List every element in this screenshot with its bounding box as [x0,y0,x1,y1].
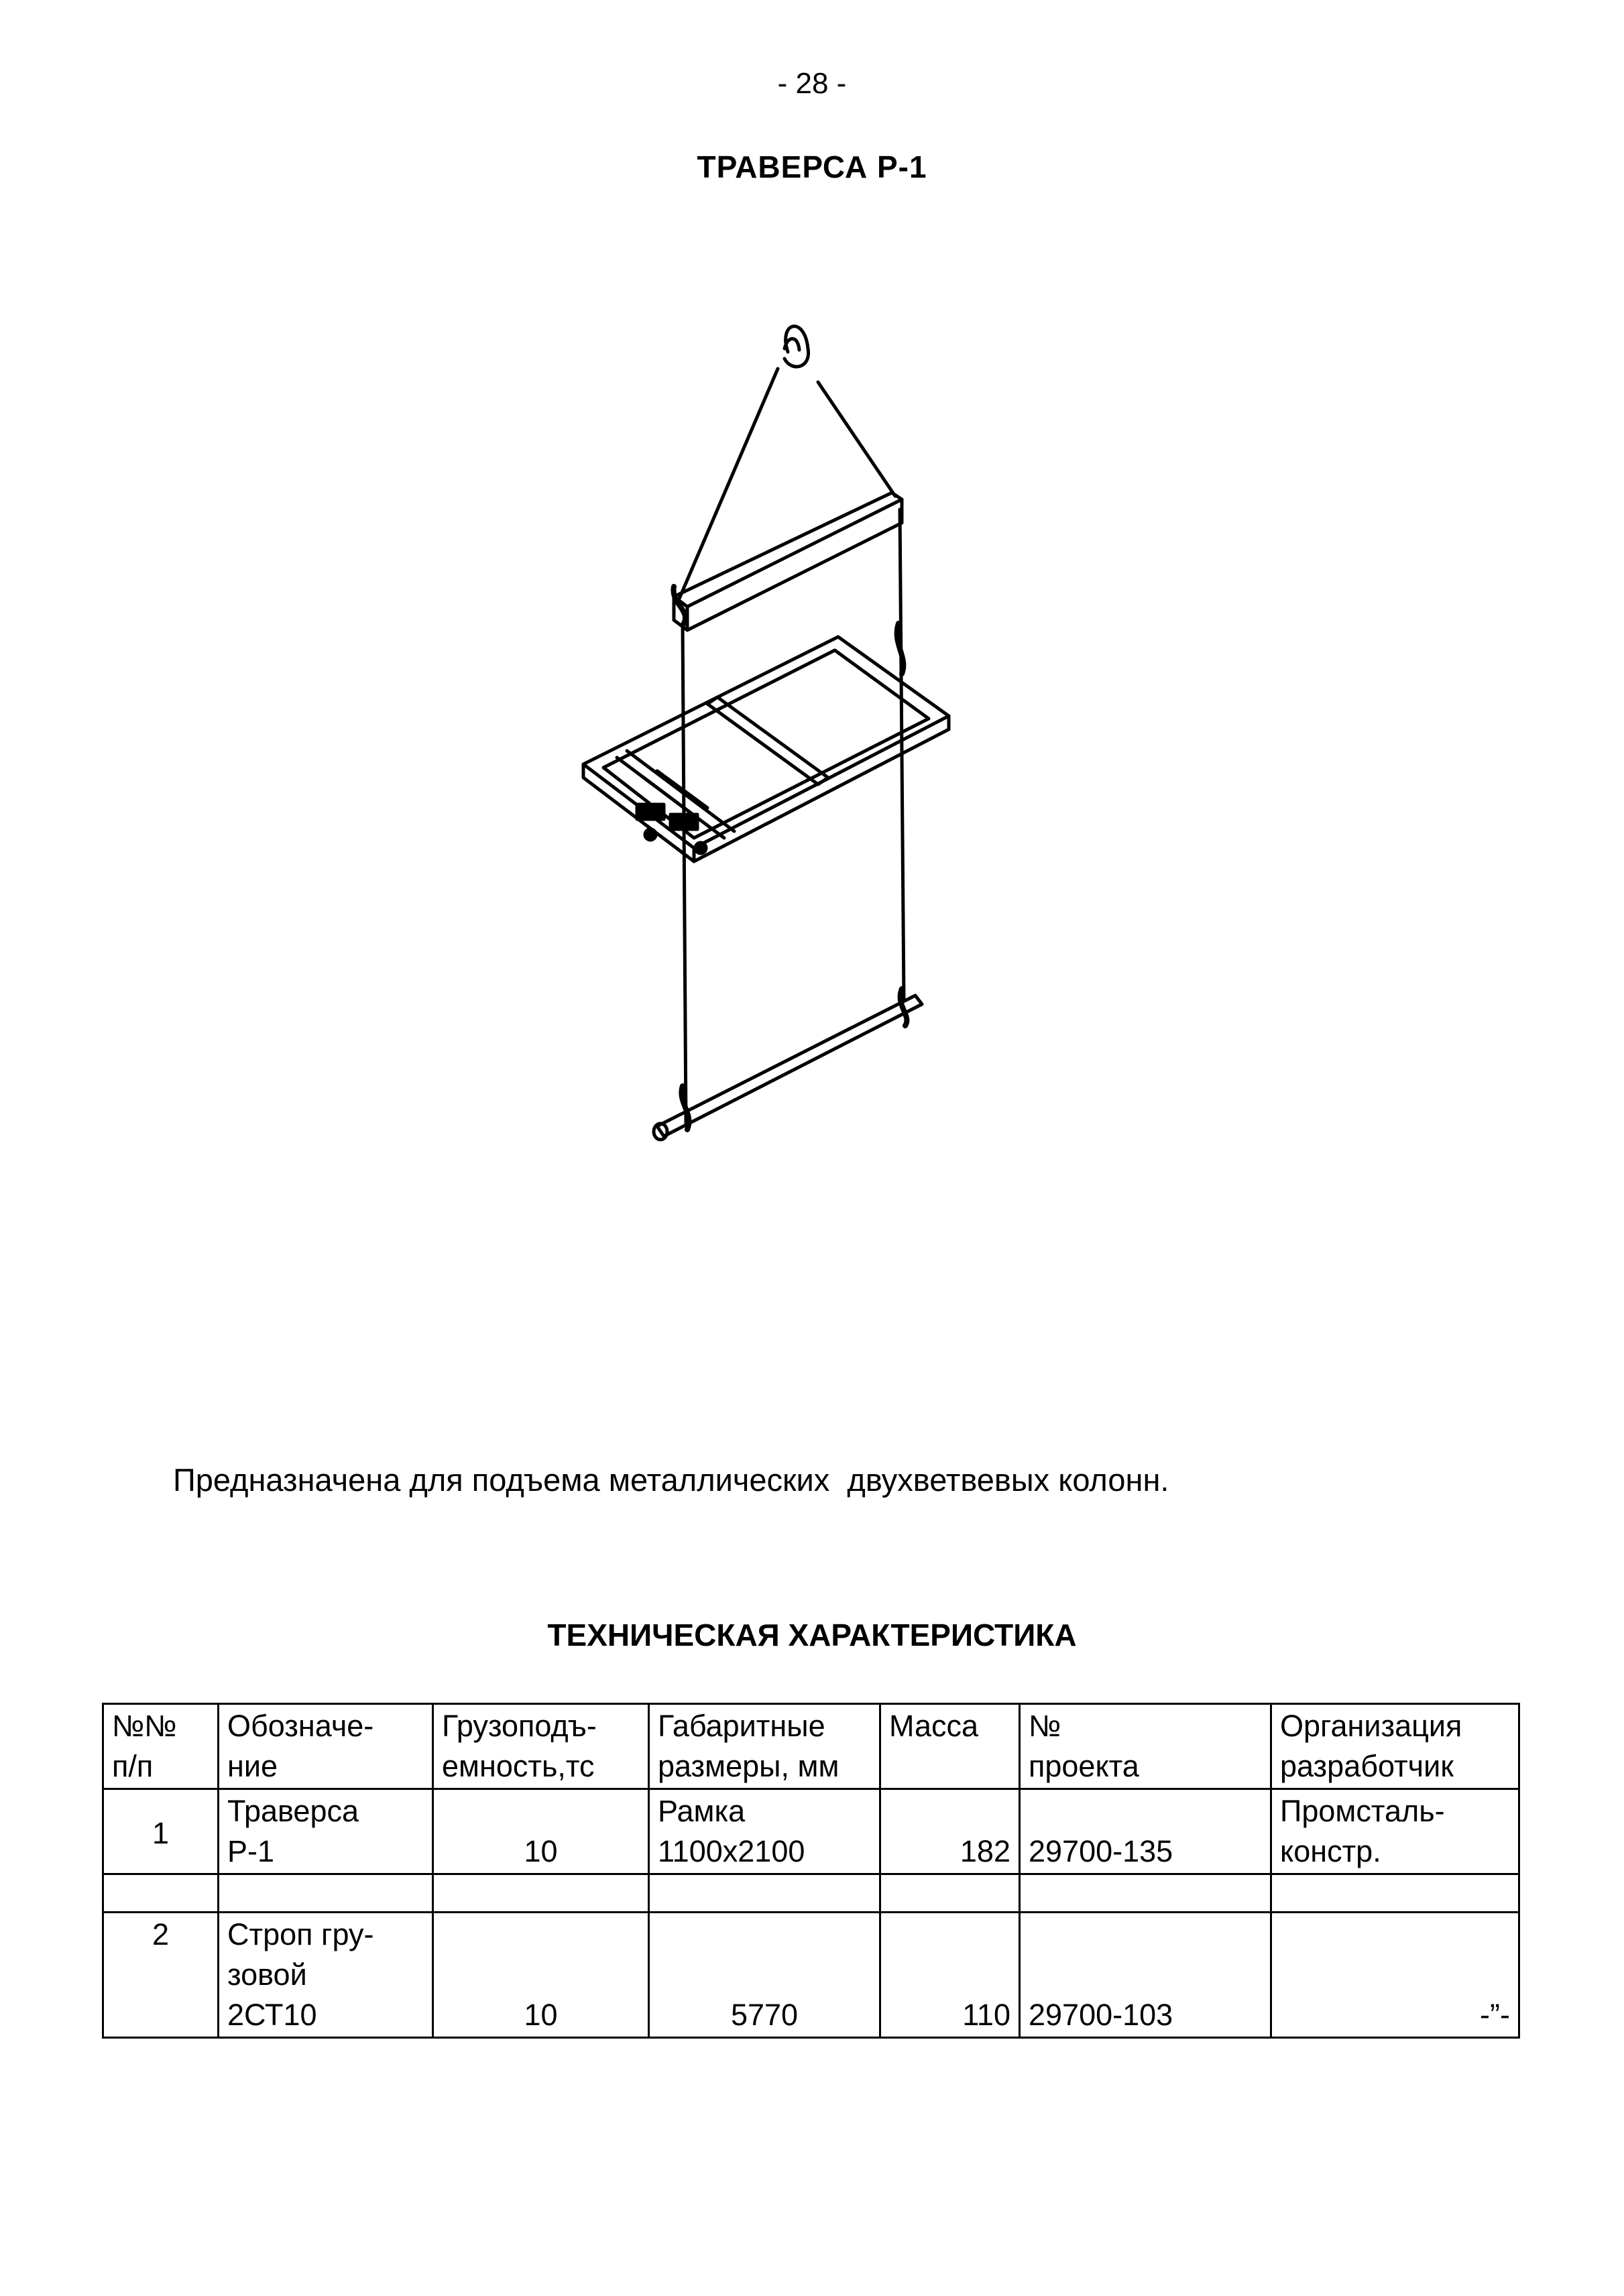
row1-name: Траверса Р-1 [219,1789,433,1874]
row2-project: 29700-103 [1020,1913,1271,2038]
purpose-text: Предназначена для подъема металлических двухветвевых колонн. [173,1462,1169,1498]
header-mass: Масса [880,1704,1020,1789]
header-project: № проекта [1020,1704,1271,1789]
table-row [103,1789,1519,1874]
bottom-bar [657,995,922,1136]
header-capacity: Грузоподъ- емность,тс [433,1704,649,1789]
row2-dimensions: 5770 [649,1913,880,2038]
row1-mass: 182 [880,1789,1020,1874]
row2-org: -”- [1271,1913,1519,2038]
row1-num: 1 [103,1789,219,1874]
frame-crossbar [707,697,828,784]
row1-project: 29700-135 [1020,1789,1271,1874]
header-num: №№ п/п [103,1704,219,1789]
top-beam [674,493,902,607]
traverse-drawing [563,308,1006,1180]
row2-capacity: 10 [433,1913,649,2038]
table-row [103,1913,1519,2038]
row2-mass: 110 [880,1913,1020,2038]
page-title: ТРАВЕРСА Р-1 [697,149,927,184]
row2-num: 2 [103,1913,219,2038]
table-spacer-row [103,1874,1519,1913]
header-dimensions: Габаритные размеры, мм [649,1704,880,1789]
cable-left [683,623,686,1123]
hook [785,326,809,367]
header-name: Обозначе- ние [219,1704,433,1789]
row1-org: Промсталь- констр. [1271,1789,1519,1874]
page-number: - 28 - [777,67,847,100]
spec-table [102,1703,1520,2039]
row1-dimensions: Рамка 1100х2100 [649,1789,880,1874]
section-title: ТЕХНИЧЕСКАЯ ХАРАКТЕРИСТИКА [547,1618,1077,1652]
row2-name: Строп гру- зовой 2СТ10 [219,1913,433,2038]
table-header-row [103,1704,1519,1789]
sling-right-upper [818,382,895,496]
row1-capacity: 10 [433,1789,649,1874]
grip-block-1 [637,804,664,819]
header-org: Организация разработчик [1271,1704,1519,1789]
